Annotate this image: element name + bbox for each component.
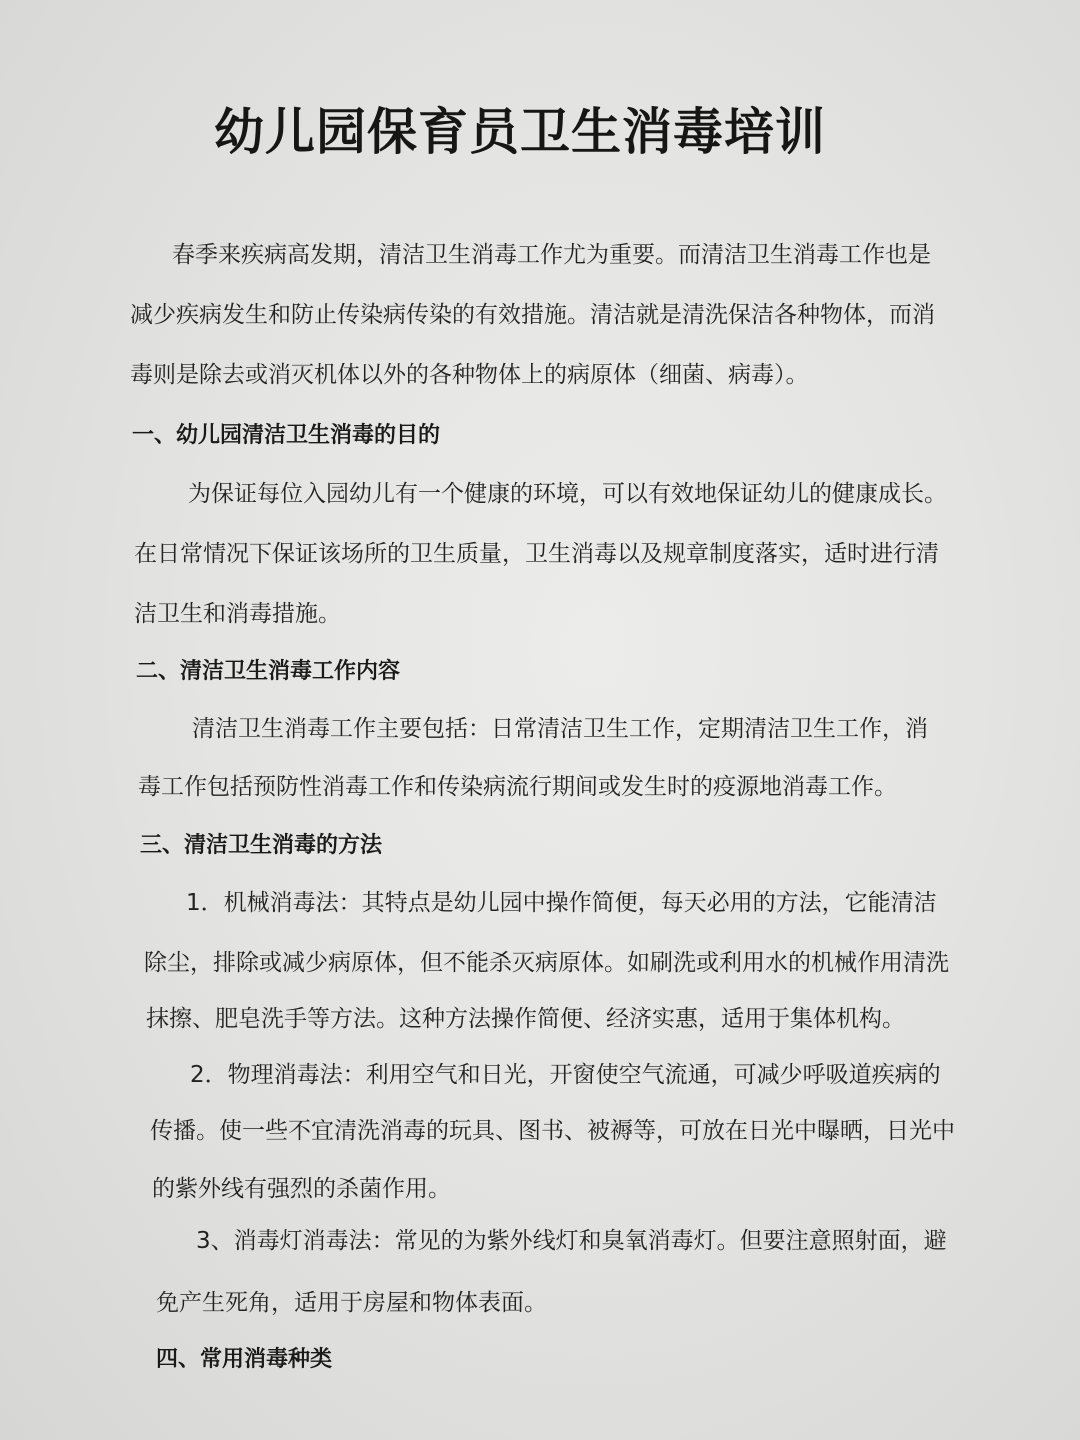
section-2-heading: 二、清洁卫生消毒工作内容: [136, 659, 401, 684]
section-3-item-1-line-3: 抹擦、肥皂洗手等方法。这种方法操作简便、经济实惠，适用于集体机构。: [146, 1006, 905, 1032]
intro-line-3: 毒则是除去或消灭机体以外的各种物体上的病原体（细菌、病毒）。: [130, 362, 809, 388]
section-1-heading: 一、幼儿园清洁卫生消毒的目的: [132, 423, 441, 448]
section-3-item-2-line-3: 的紫外线有强烈的杀菌作用。: [152, 1176, 451, 1202]
section-3-item-1-line-1: 1．机械消毒法：其特点是幼儿园中操作简便，每天必用的方法，它能清洁: [186, 890, 937, 916]
section-3-item-3-line-2: 免产生死角，适用于房屋和物体表面。: [156, 1290, 547, 1316]
section-3-heading: 三、清洁卫生消毒的方法: [140, 833, 383, 858]
section-4-heading: 四、常用消毒种类: [156, 1347, 333, 1372]
section-3-item-2-line-1: 2．物理消毒法：利用空气和日光，开窗使空气流通，可减少呼吸道疾病的: [190, 1062, 941, 1088]
document-title: 幼儿园保育员卫生消毒培训: [214, 103, 826, 161]
intro-line-1: 春季来疾病高发期，清洁卫生消毒工作尤为重要。而清洁卫生消毒工作也是: [172, 242, 931, 268]
section-1-line-3: 洁卫生和消毒措施。: [134, 601, 341, 627]
section-1-line-1: 为保证每位入园幼儿有一个健康的环境，可以有效地保证幼儿的健康成长。: [188, 481, 947, 507]
intro-line-2: 减少疾病发生和防止传染病传染的有效措施。清洁就是清洗保洁各种物体，而消: [130, 302, 935, 328]
section-1-line-2: 在日常情况下保证该场所的卫生质量，卫生消毒以及规章制度落实，适时进行清: [134, 541, 939, 567]
section-2-line-2: 毒工作包括预防性消毒工作和传染病流行期间或发生时的疫源地消毒工作。: [138, 774, 897, 800]
section-3-item-2-line-2: 传播。使一些不宜清洗消毒的玩具、图书、被褥等，可放在日光中曝晒，日光中: [150, 1118, 955, 1144]
section-3-item-3-line-1: 3、消毒灯消毒法：常见的为紫外线灯和臭氧消毒灯。但要注意照射面，避: [196, 1228, 947, 1254]
section-3-item-1-line-2: 除尘，排除或减少病原体，但不能杀灭病原体。如刷洗或利用水的机械作用清洗: [144, 950, 949, 976]
section-2-line-1: 清洁卫生消毒工作主要包括：日常清洁卫生工作，定期清洁卫生工作，消: [192, 716, 928, 742]
